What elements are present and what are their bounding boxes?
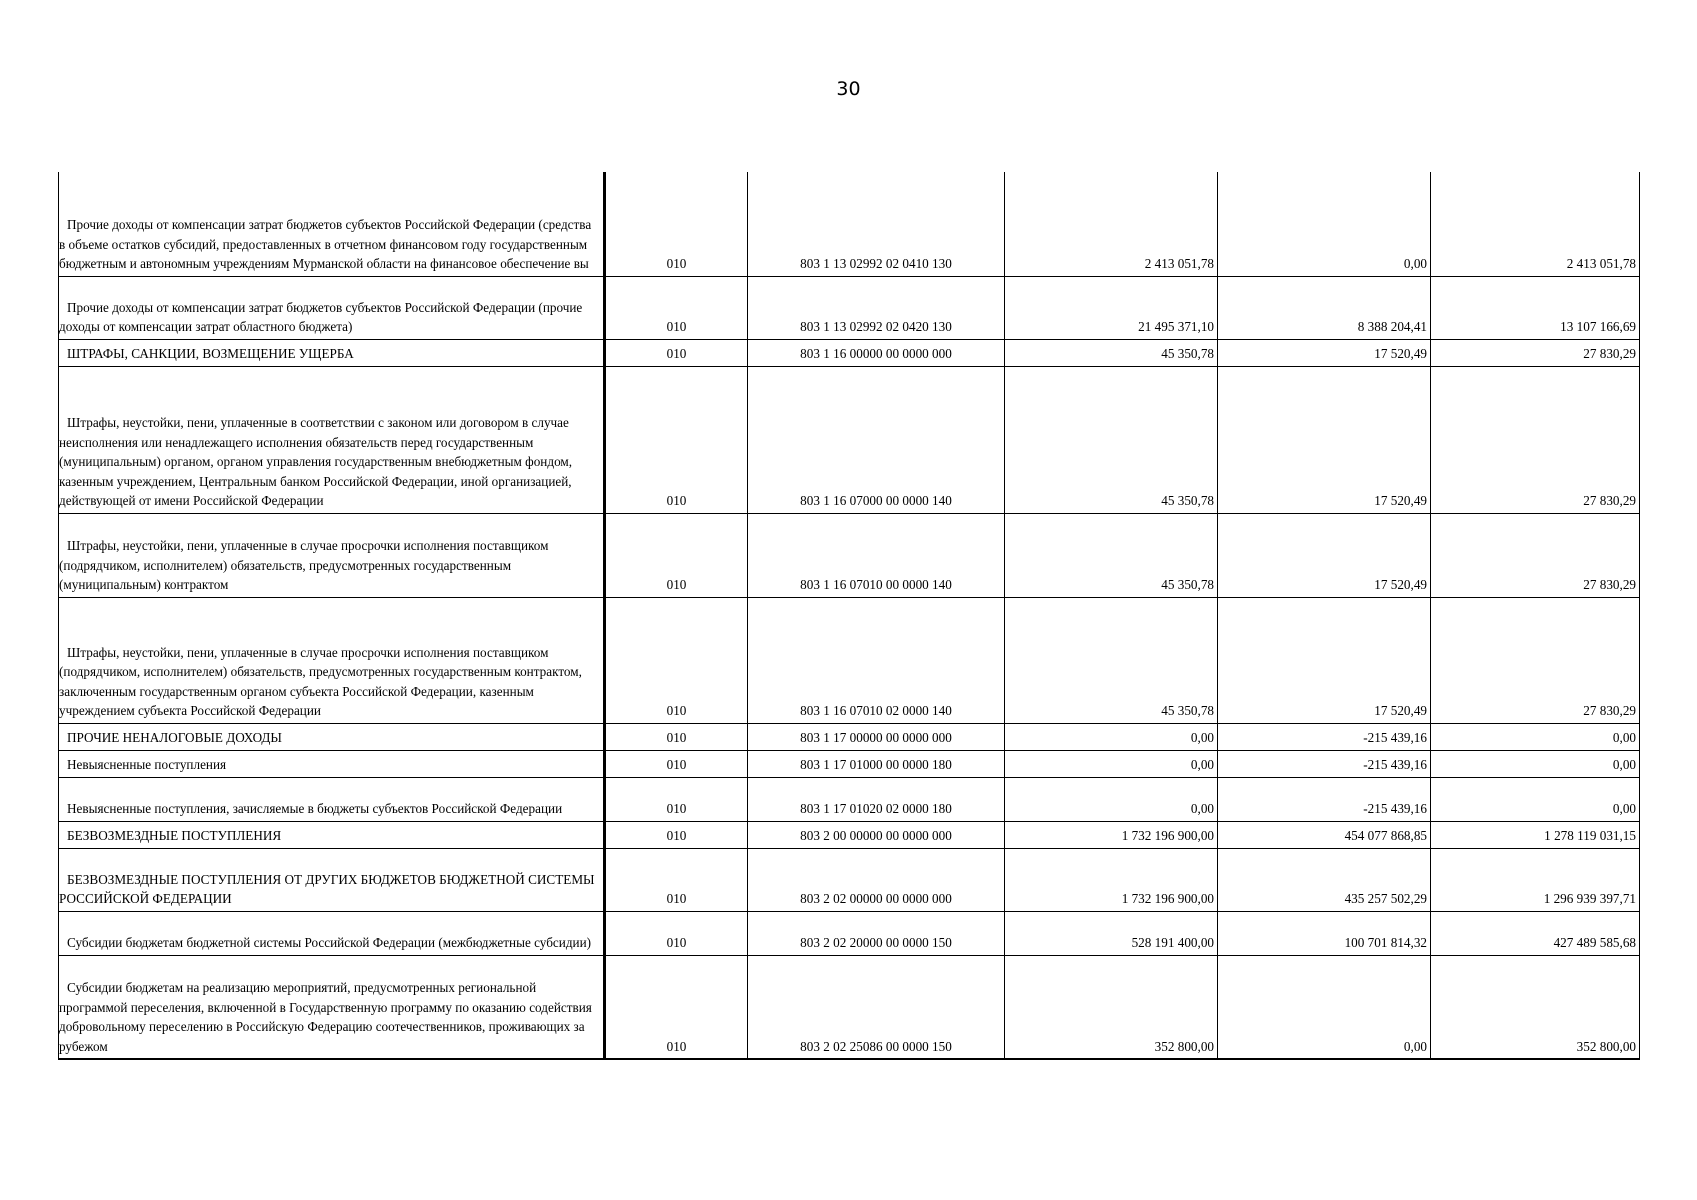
budget-table [58,172,1640,1060]
row-approved: 0,00 [1005,750,1218,777]
row-kbk: 803 2 02 20000 00 0000 150 [748,911,1005,955]
table-row [59,172,1640,276]
table-row [59,955,1640,1059]
row-executed: 100 701 814,32 [1218,911,1431,955]
row-approved: 1 732 196 900,00 [1005,848,1218,911]
row-executed: 17 520,49 [1218,597,1431,723]
row-name: Невыясненные поступления [59,750,605,777]
row-name: Субсидии бюджетам на реализацию мероприятий, предусмотренных региональной программой переселения, включенной в Государственную программу по оказанию содействия добровольному переселению в Российскую Федерацию соотечественников, проживающих за рубежом [59,955,605,1059]
row-kbk: 803 1 13 02992 02 0410 130 [748,172,1005,276]
row-kbk: 803 1 17 01000 00 0000 180 [748,750,1005,777]
row-unexecuted: 0,00 [1431,750,1640,777]
row-kbk: 803 1 17 00000 00 0000 000 [748,723,1005,750]
row-kbk: 803 1 13 02992 02 0420 130 [748,276,1005,339]
row-code: 010 [605,172,748,276]
table-row [59,821,1640,848]
row-unexecuted: 27 830,29 [1431,597,1640,723]
table-row [59,597,1640,723]
row-name: Невыясненные поступления, зачисляемые в бюджеты субъектов Российской Федерации [59,777,605,821]
row-executed: 0,00 [1218,172,1431,276]
row-code: 010 [605,339,748,366]
row-code: 010 [605,777,748,821]
row-unexecuted: 27 830,29 [1431,513,1640,597]
table-row [59,513,1640,597]
row-approved: 21 495 371,10 [1005,276,1218,339]
row-unexecuted: 427 489 585,68 [1431,911,1640,955]
row-executed: 17 520,49 [1218,513,1431,597]
row-kbk: 803 1 16 07010 00 0000 140 [748,513,1005,597]
row-approved: 45 350,78 [1005,597,1218,723]
row-executed: 454 077 868,85 [1218,821,1431,848]
row-approved: 45 350,78 [1005,339,1218,366]
row-executed: 435 257 502,29 [1218,848,1431,911]
row-kbk: 803 2 00 00000 00 0000 000 [748,821,1005,848]
row-name: Прочие доходы от компенсации затрат бюджетов субъектов Российской Федерации (средства в объеме остатков субсидий, предоставленных в отчетном финансовом году государственным бюджетным и автономным учреждениям Мурманской области на финансовое обеспечение вы [59,172,605,276]
row-approved: 2 413 051,78 [1005,172,1218,276]
row-name: Штрафы, неустойки, пени, уплаченные в соответствии с законом или договором в случае неисполнения или ненадлежащего исполнения обязательств перед государственным (муниципальным) органом, органом управления государственным внебюджетным фондом, казенным учреждением, Центральным банком Российской Федерации, иной организацией, действующей от имени Российской Федерации [59,366,605,513]
row-name: БЕЗВОЗМЕЗДНЫЕ ПОСТУПЛЕНИЯ [59,821,605,848]
table-row [59,366,1640,513]
row-code: 010 [605,513,748,597]
row-approved: 352 800,00 [1005,955,1218,1059]
row-name: Штрафы, неустойки, пени, уплаченные в случае просрочки исполнения поставщиком (подрядчиком, исполнителем) обязательств, предусмотренных государственным контрактом, заключенным государственным органом субъекта Российской Федерации, казенным учреждением субъекта Российской Федерации [59,597,605,723]
row-name: Штрафы, неустойки, пени, уплаченные в случае просрочки исполнения поставщиком (подрядчиком, исполнителем) обязательств, предусмотренных государственным (муниципальным) контрактом [59,513,605,597]
row-code: 010 [605,848,748,911]
row-approved: 0,00 [1005,723,1218,750]
row-name: Прочие доходы от компенсации затрат бюджетов субъектов Российской Федерации (прочие доходы от компенсации затрат областного бюджета) [59,276,605,339]
row-approved: 45 350,78 [1005,366,1218,513]
row-executed: 17 520,49 [1218,339,1431,366]
row-kbk: 803 2 02 00000 00 0000 000 [748,848,1005,911]
table-row [59,848,1640,911]
row-unexecuted: 13 107 166,69 [1431,276,1640,339]
row-code: 010 [605,911,748,955]
row-approved: 45 350,78 [1005,513,1218,597]
row-kbk: 803 1 16 07000 00 0000 140 [748,366,1005,513]
row-unexecuted: 0,00 [1431,777,1640,821]
table-row [59,750,1640,777]
row-kbk: 803 1 17 01020 02 0000 180 [748,777,1005,821]
row-unexecuted: 1 278 119 031,15 [1431,821,1640,848]
table-row [59,911,1640,955]
row-unexecuted: 2 413 051,78 [1431,172,1640,276]
table-row [59,777,1640,821]
row-code: 010 [605,821,748,848]
row-code: 010 [605,955,748,1059]
row-approved: 0,00 [1005,777,1218,821]
row-unexecuted: 27 830,29 [1431,366,1640,513]
row-kbk: 803 1 16 07010 02 0000 140 [748,597,1005,723]
row-executed: 8 388 204,41 [1218,276,1431,339]
row-unexecuted: 27 830,29 [1431,339,1640,366]
row-approved: 1 732 196 900,00 [1005,821,1218,848]
row-code: 010 [605,750,748,777]
row-executed: 0,00 [1218,955,1431,1059]
row-name: Субсидии бюджетам бюджетной системы Российской Федерации (межбюджетные субсидии) [59,911,605,955]
table-row [59,276,1640,339]
row-name: ШТРАФЫ, САНКЦИИ, ВОЗМЕЩЕНИЕ УЩЕРБА [59,339,605,366]
row-executed: 17 520,49 [1218,366,1431,513]
row-code: 010 [605,597,748,723]
row-unexecuted: 0,00 [1431,723,1640,750]
row-name: БЕЗВОЗМЕЗДНЫЕ ПОСТУПЛЕНИЯ ОТ ДРУГИХ БЮДЖЕТОВ БЮДЖЕТНОЙ СИСТЕМЫ РОССИЙСКОЙ ФЕДЕРАЦИИ [59,848,605,911]
row-code: 010 [605,276,748,339]
row-executed: -215 439,16 [1218,777,1431,821]
row-code: 010 [605,723,748,750]
row-name: ПРОЧИЕ НЕНАЛОГОВЫЕ ДОХОДЫ [59,723,605,750]
row-unexecuted: 352 800,00 [1431,955,1640,1059]
table-row [59,723,1640,750]
row-code: 010 [605,366,748,513]
row-executed: -215 439,16 [1218,723,1431,750]
row-unexecuted: 1 296 939 397,71 [1431,848,1640,911]
row-kbk: 803 2 02 25086 00 0000 150 [748,955,1005,1059]
row-executed: -215 439,16 [1218,750,1431,777]
row-kbk: 803 1 16 00000 00 0000 000 [748,339,1005,366]
table-row [59,339,1640,366]
page-number: 30 [836,78,861,100]
row-approved: 528 191 400,00 [1005,911,1218,955]
